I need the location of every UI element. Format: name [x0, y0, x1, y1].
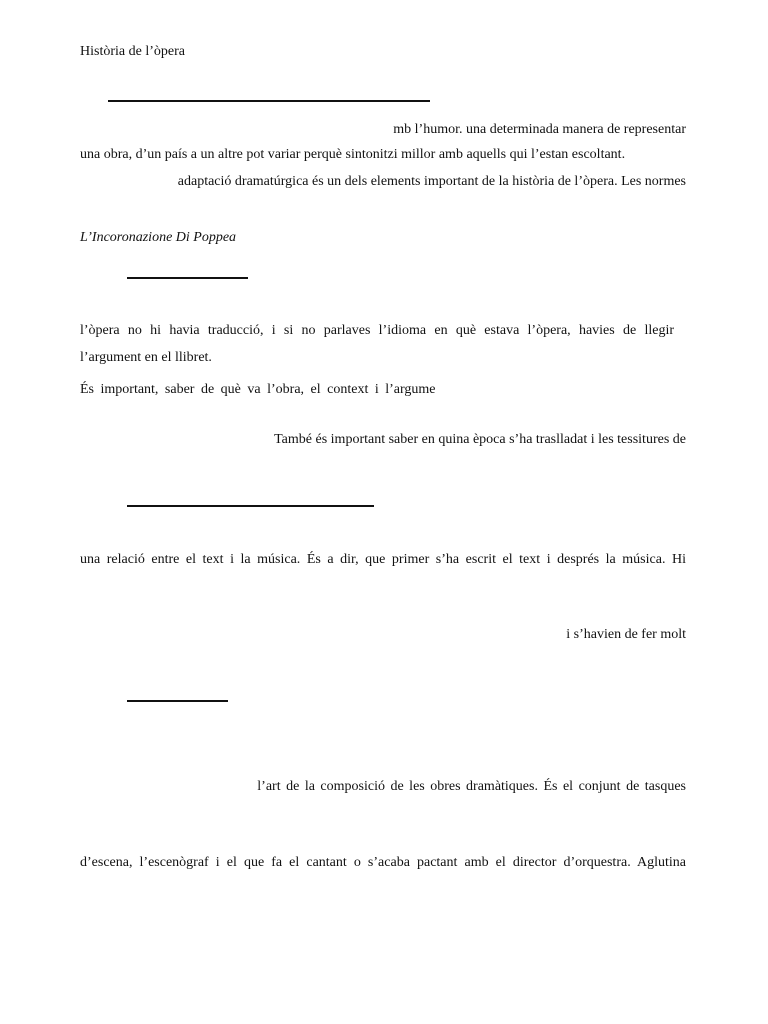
redacted-heading-rule: [108, 100, 430, 102]
redacted-heading-rule: [127, 277, 248, 279]
redacted-heading-rule: [127, 505, 374, 507]
paragraph-line: mb l’humor. una determinada manera de representar: [393, 122, 686, 137]
paragraph-line: També és important saber en quina època s’ha traslladat i les tessitures de: [274, 432, 686, 447]
paragraph-line: És important, saber de què va l’obra, el context i l’argume: [80, 382, 436, 397]
paragraph-line: l’art de la composició de les obres dramàtiques. És el conjunt de tasques: [257, 779, 686, 794]
redacted-heading-rule: [127, 700, 228, 702]
paragraph-line: una obra, d’un país a un altre pot variar perquè sintonitzi millor amb aquells qui l’estan escoltant.: [80, 147, 626, 162]
paragraph-line: l’argument en el llibret.: [80, 350, 212, 365]
document-title: Història de l’òpera: [80, 44, 185, 59]
paragraph-line: una relació entre el text i la música. És a dir, que primer s’ha escrit el text i després la música. Hi: [80, 552, 686, 567]
paragraph-line: l’òpera no hi havia traducció, i si no parlaves l’idioma en què estava l’òpera, havies de llegir: [80, 323, 674, 338]
paragraph-line: adaptació dramatúrgica és un dels elements important de la història de l’òpera. Les normes: [177, 174, 686, 189]
paragraph-line: d’escena, l’escenògraf i el que fa el cantant o s’acaba pactant amb el director d’orquestra. Aglutina: [80, 855, 686, 870]
paragraph-line: i s’havien de fer molt: [566, 627, 686, 642]
opera-title: L’Incoronazione Di Poppea: [80, 230, 237, 245]
